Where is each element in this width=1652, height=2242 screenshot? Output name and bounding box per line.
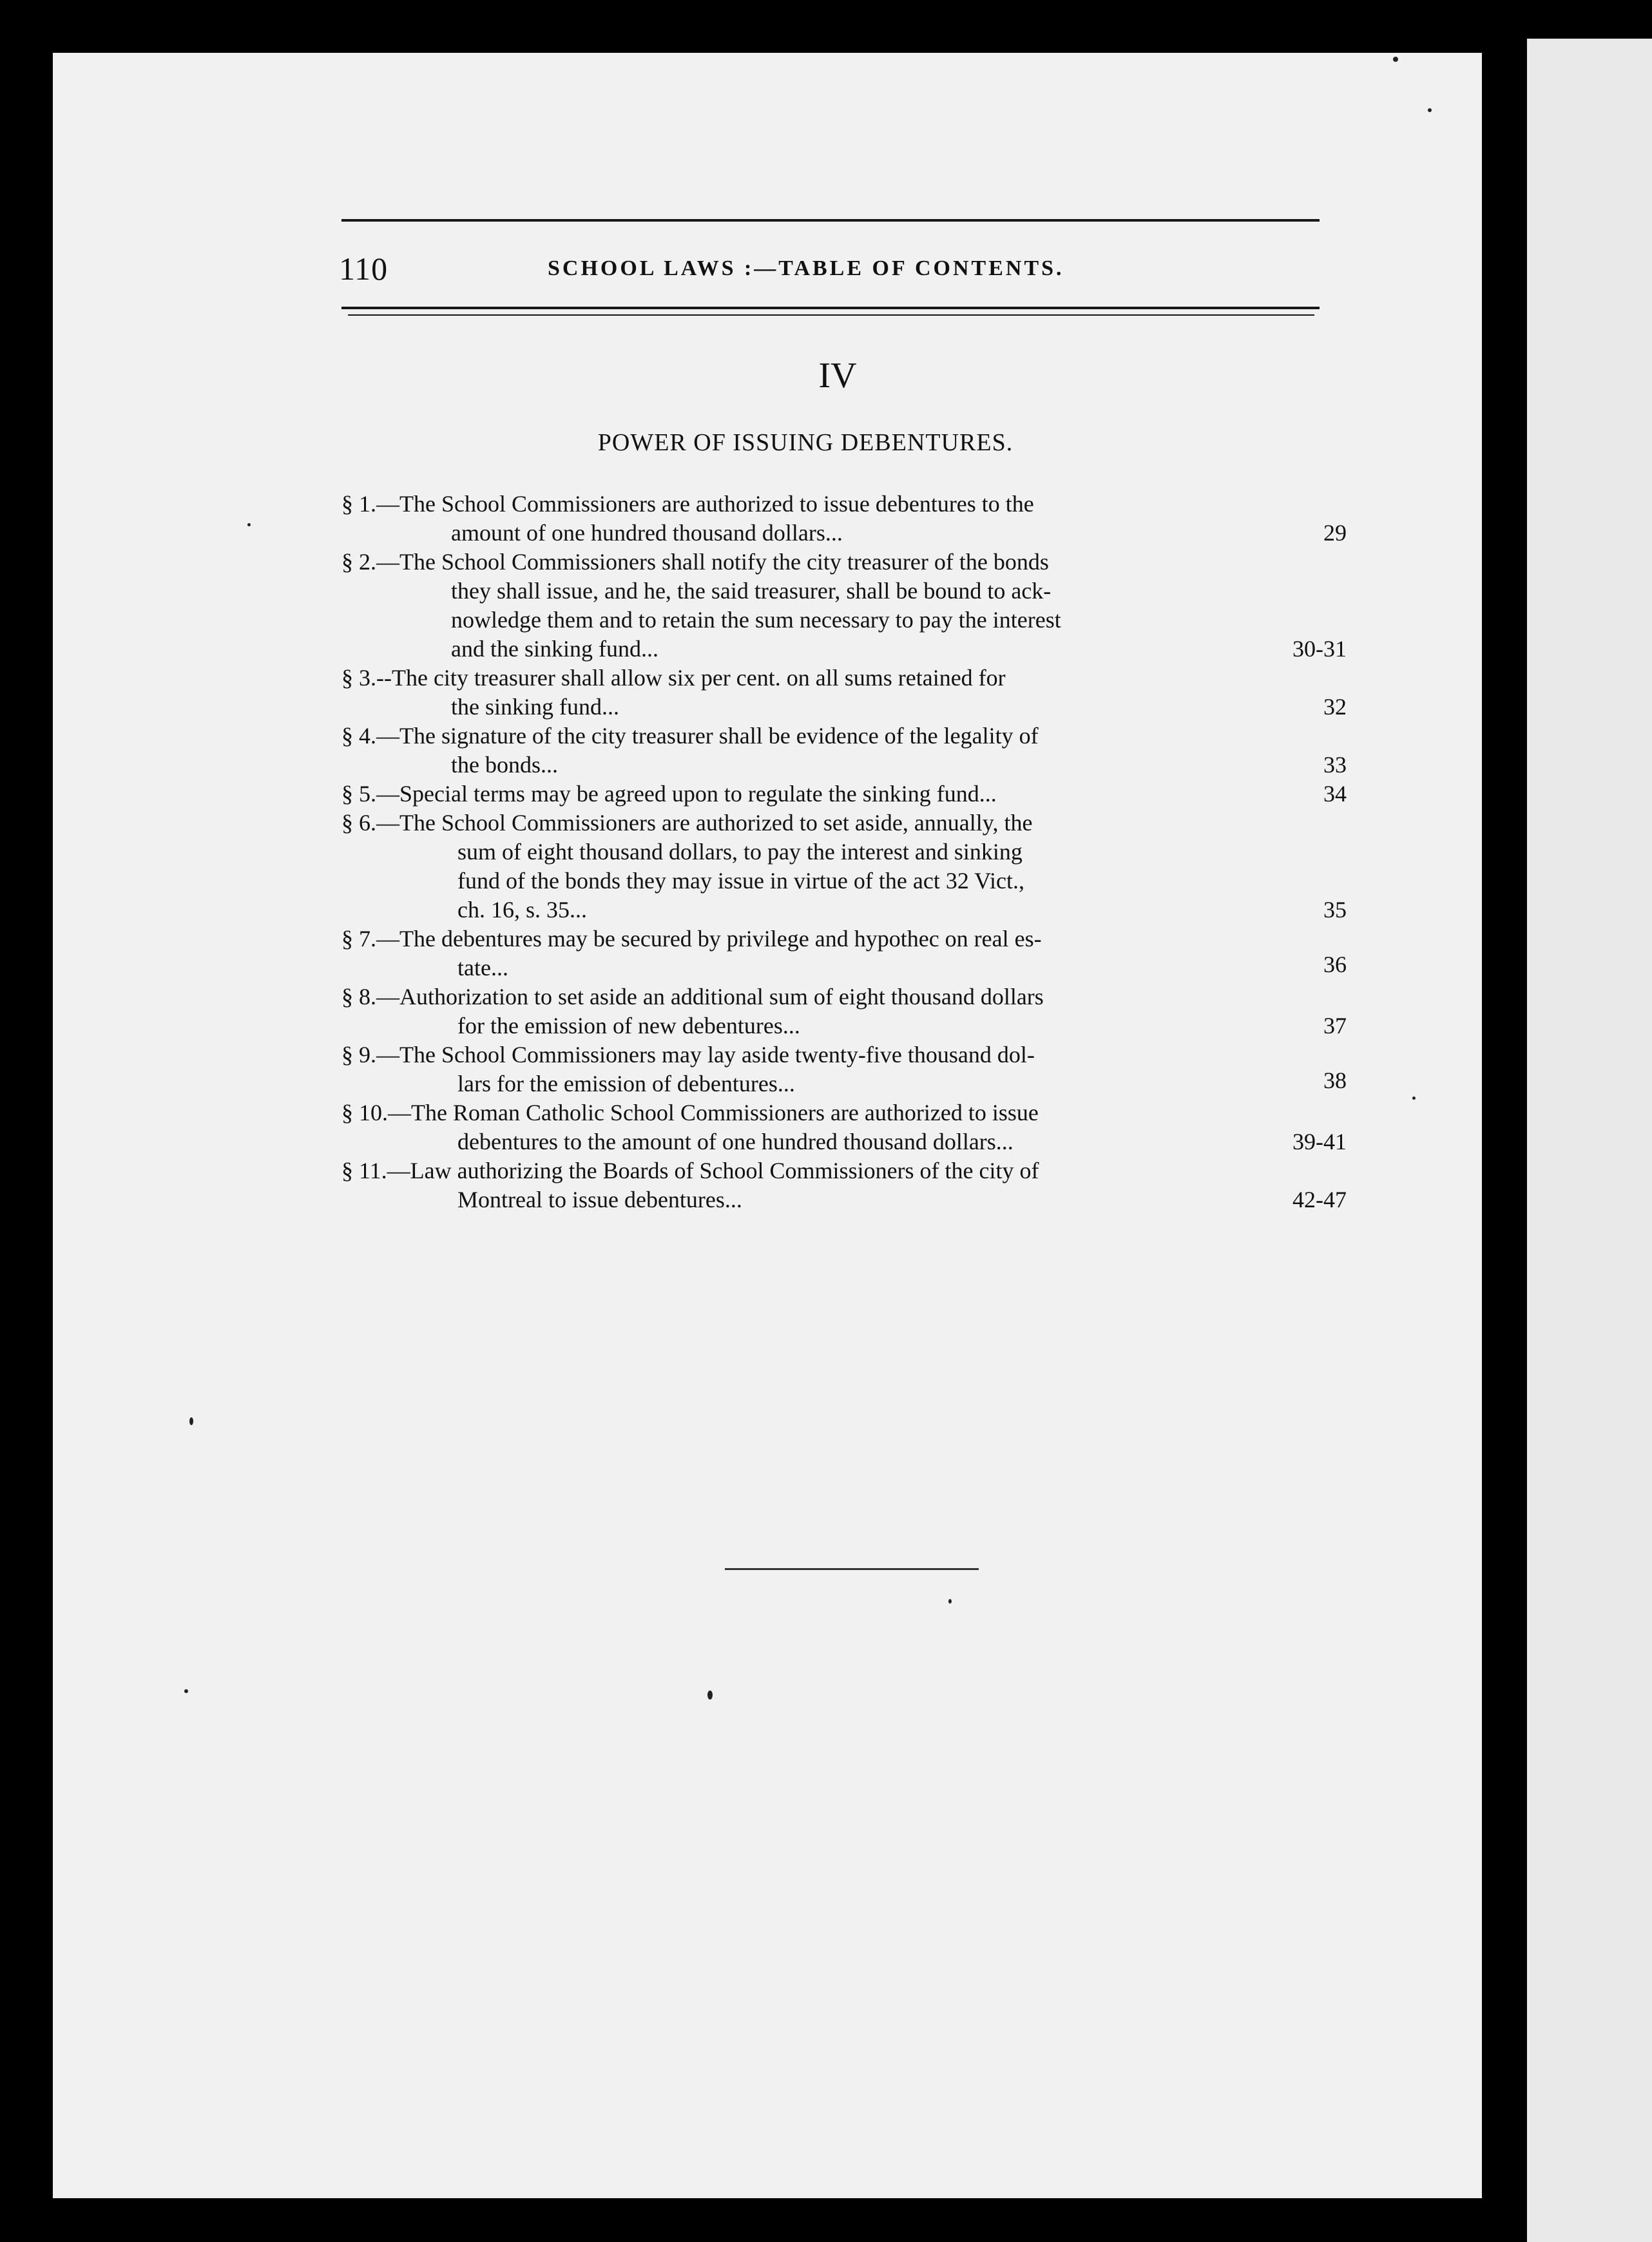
entry-text-line: § 8.—Authorization to set aside an additional sum of eight thousand dollars xyxy=(341,984,1044,1010)
entry-text-line: nowledge them and to retain the sum necessary to pay the interest xyxy=(451,607,1061,633)
header-rule-top xyxy=(341,219,1320,222)
entry-text-line: and the sinking fund... xyxy=(451,636,658,662)
entry-text-line: § 5.—Special terms may be agreed upon to regulate the sinking fund... xyxy=(341,781,997,807)
entry-text-line: lars for the emission of debentures... xyxy=(457,1071,795,1097)
scan-speck xyxy=(707,1691,713,1700)
scan-speck xyxy=(948,1599,952,1604)
entry-text-line: § 2.—The School Commissioners shall notify the city treasurer of the bonds xyxy=(341,549,1049,575)
closing-rule xyxy=(725,1568,979,1570)
header-rule-bottom xyxy=(341,307,1320,309)
entry-text-line: § 11.—Law authorizing the Boards of School Commissioners of the city of xyxy=(341,1158,1039,1183)
scan-speck xyxy=(1428,108,1432,112)
header-rule-bottom-thin xyxy=(348,314,1314,316)
entry-text-line: for the emission of new debentures... xyxy=(457,1013,800,1039)
part-number: IV xyxy=(818,356,857,396)
entry-page-ref: 32 xyxy=(1323,694,1347,720)
contents-entry-7 xyxy=(341,925,1347,982)
entry-text-line: they shall issue, and he, the said treasurer, shall be bound to ack- xyxy=(451,578,1052,604)
entry-page-ref: 38 xyxy=(1323,1068,1347,1093)
entry-text-line: fund of the bonds they may issue in virtue of the act 32 Vict., xyxy=(457,868,1024,894)
contents-entry-9 xyxy=(341,1040,1347,1098)
entry-text-line: § 4.—The signature of the city treasurer shall be evidence of the legality of xyxy=(341,723,1039,749)
contents-entry-3 xyxy=(341,664,1347,722)
section-heading: POWER OF ISSUING DEBENTURES. xyxy=(597,429,1013,456)
scan-speck xyxy=(189,1417,193,1425)
contents-entry-5 xyxy=(341,780,1347,809)
entry-text-line: Montreal to issue debentures... xyxy=(457,1187,742,1212)
contents-entry-2 xyxy=(341,548,1347,664)
entry-page-ref: 42-47 xyxy=(1292,1187,1347,1212)
entry-text-line: § 1.—The School Commissioners are authorized to issue debentures to the xyxy=(341,491,1034,517)
entry-text-line: the sinking fund... xyxy=(451,694,619,720)
page-number: 110 xyxy=(339,251,389,287)
scan-speck xyxy=(1412,1097,1416,1100)
contents-entry-11 xyxy=(341,1156,1347,1214)
entry-page-ref: 36 xyxy=(1323,952,1347,977)
entry-text-line: the bonds... xyxy=(451,752,558,778)
entry-text-line: tate... xyxy=(457,955,508,981)
entry-page-ref: 29 xyxy=(1323,520,1347,546)
contents-entry-6 xyxy=(341,809,1347,925)
scan-speck xyxy=(1393,57,1398,62)
entry-text-line: § 10.—The Roman Catholic School Commissioners are authorized to issue xyxy=(341,1100,1039,1126)
contents-entry-4 xyxy=(341,722,1347,780)
entry-page-ref: 35 xyxy=(1323,897,1347,923)
entry-text-line: § 6.—The School Commissioners are authorized to set aside, annually, the xyxy=(341,810,1033,836)
entry-text-line: ch. 16, s. 35... xyxy=(457,897,587,923)
entry-text-line: § 7.—The debentures may be secured by privilege and hypothec on real es- xyxy=(341,926,1042,952)
entry-text-line: debentures to the amount of one hundred thousand dollars... xyxy=(457,1129,1013,1155)
entry-page-ref: 39-41 xyxy=(1292,1129,1347,1155)
contents-entry-10 xyxy=(341,1098,1347,1156)
contents-entry-1 xyxy=(341,490,1347,548)
entry-page-ref: 34 xyxy=(1323,781,1347,807)
entry-text-line: sum of eight thousand dollars, to pay the interest and sinking xyxy=(457,839,1023,865)
contents-list xyxy=(341,490,1347,1214)
entry-text-line: amount of one hundred thousand dollars... xyxy=(451,520,843,546)
entry-text-line: § 9.—The School Commissioners may lay aside twenty-five thousand dol- xyxy=(341,1042,1035,1068)
entry-page-ref: 30-31 xyxy=(1292,636,1347,662)
entry-text-line: § 3.--The city treasurer shall allow six per cent. on all sums retained for xyxy=(341,665,1006,691)
entry-page-ref: 33 xyxy=(1323,752,1347,778)
entry-page-ref: 37 xyxy=(1323,1013,1347,1039)
running-title: SCHOOL LAWS :—TABLE OF CONTENTS. xyxy=(548,256,1064,280)
scan-speck xyxy=(247,523,251,526)
page-shadow xyxy=(1482,26,1510,2242)
contents-entry-8 xyxy=(341,982,1347,1040)
scan-speck xyxy=(184,1689,188,1693)
facing-page-edge xyxy=(1510,39,1652,2242)
